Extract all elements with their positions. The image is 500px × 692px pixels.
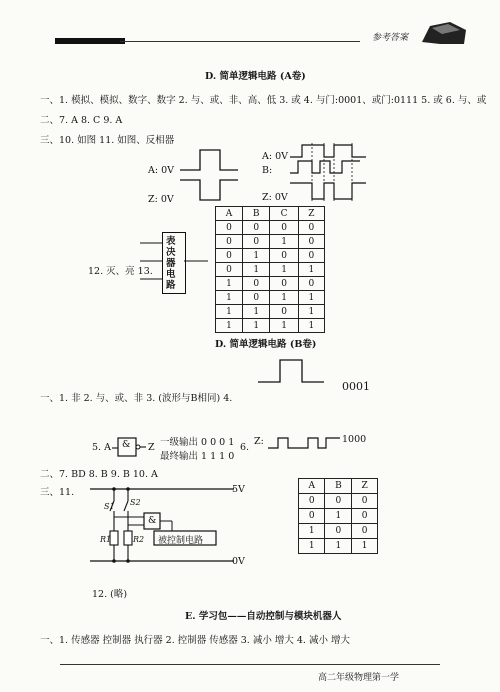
footer-text: 高二年级物理第一学 [318, 673, 400, 683]
wave-r-a-label: A: 0V [262, 151, 288, 162]
switch-s1: S1 [104, 502, 115, 511]
table-cell: 1 [298, 263, 324, 277]
table-cell: 0 [298, 221, 324, 235]
table-cell: 0 [270, 249, 298, 263]
answer-line: 一、1. 非 2. 与、或、非 3. (波形与B相同) 4. [40, 393, 233, 404]
table-cell: 1 [270, 263, 298, 277]
answer-line: 一、1. 模拟、模拟、数字、数字 2. 与、或、非、高、低 3. 或 4. 与门:0001、或门:0111 5. 或 6. 与、或 [40, 95, 487, 106]
table-row [216, 277, 325, 291]
table-cell: 0 [242, 277, 269, 291]
answer-line: 三、10. 如图 11. 如图、反相器 [40, 135, 175, 146]
wave-r-b-label: B: [262, 165, 273, 176]
voltage-0v: 0V [232, 556, 245, 567]
q5-output-2: 最终输出 1 1 1 0 [160, 451, 235, 462]
table-cell: 1 [242, 249, 269, 263]
waveform-q6 [268, 432, 343, 452]
table-cell: 1 [216, 319, 243, 333]
table-header-cell: B [242, 207, 269, 221]
table-row [299, 494, 378, 509]
answer-line: 二、7. A 8. C 9. A [40, 115, 123, 126]
decision-box-label: 表决器电路 [166, 236, 176, 291]
table-cell: 0 [299, 509, 325, 524]
table-cell: 0 [325, 524, 352, 539]
footer-rule [60, 664, 440, 665]
answer-line: 12. (略) [92, 589, 128, 600]
section-title-e: E. 学习包——自动控制与模块机器人 [185, 611, 342, 622]
circuit-gate-symbol: & [148, 515, 157, 526]
table-header-cell: A [299, 479, 325, 494]
table-header-cell: Z [352, 479, 378, 494]
table-cell: 0 [242, 235, 269, 249]
wave-r-z-label: Z: 0V [262, 192, 288, 203]
book-logo-icon [420, 18, 470, 46]
table-cell: 0 [242, 221, 269, 235]
table-header-cell: Z [298, 207, 324, 221]
table-cell: 1 [325, 539, 352, 554]
answer-line: 三、11. [40, 487, 75, 498]
table-cell: 1 [270, 235, 298, 249]
table-cell: 0 [216, 263, 243, 277]
switch-s2: S2 [130, 498, 141, 507]
q5-prefix: 5. A [92, 442, 111, 453]
table-cell: 0 [325, 494, 352, 509]
table-cell: 0 [216, 249, 243, 263]
q5-z: Z [148, 442, 155, 453]
table-cell: 1 [270, 291, 298, 305]
resistor-r1: R1 [100, 535, 112, 544]
q6-z: Z: [254, 436, 264, 447]
table-cell: 1 [216, 277, 243, 291]
table-cell: 0 [270, 305, 298, 319]
table-cell: 0 [298, 277, 324, 291]
wave-z-label: Z: 0V [148, 194, 174, 205]
table-cell: 1 [298, 291, 324, 305]
header-bar [55, 38, 125, 44]
section-title-b: D. 简单逻辑电路 (B卷) [215, 339, 317, 350]
q5-output-1: 一级输出 0 0 0 1 [160, 437, 235, 448]
table-header-cell: C [270, 207, 298, 221]
q6-value: 1000 [342, 434, 367, 445]
table-row [216, 249, 325, 263]
resistor-r2: R2 [133, 535, 145, 544]
waveform-right [290, 143, 380, 205]
table-header-cell: A [216, 207, 243, 221]
table-row [299, 524, 378, 539]
table-row [299, 539, 378, 554]
table-cell: 1 [299, 524, 325, 539]
table-cell: 1 [299, 539, 325, 554]
table-cell: 0 [352, 494, 378, 509]
table-cell: 1 [352, 539, 378, 554]
table-cell: 0 [352, 509, 378, 524]
section-title-a: D. 简单逻辑电路 (A卷) [205, 71, 306, 82]
q6-label: 6. [240, 442, 250, 453]
answer-line: 一、1. 传感器 控制器 执行器 2. 控制器 传感器 3. 减小 增大 4. 减小 增大 [40, 635, 350, 646]
table-row [216, 291, 325, 305]
table-cell: 1 [242, 319, 269, 333]
table-cell: 0 [352, 524, 378, 539]
waveform-q4 [258, 358, 328, 402]
answer-line: 二、7. BD 8. B 9. B 10. A [40, 469, 158, 480]
voltage-5v: 5V [232, 484, 245, 495]
table-cell: 1 [298, 319, 324, 333]
controlled-circuit-label: 被控制电路 [158, 536, 204, 546]
table-cell: 1 [216, 305, 243, 319]
and-gate-icon [112, 436, 152, 458]
table-cell: 1 [325, 509, 352, 524]
table-row [216, 221, 325, 235]
table-row [216, 235, 325, 249]
table-row [216, 305, 325, 319]
truth-table-abc [215, 206, 325, 333]
table-cell: 1 [298, 305, 324, 319]
table-cell: 0 [216, 221, 243, 235]
table-cell: 0 [242, 291, 269, 305]
answer-line: 12. 灭、亮 13. [88, 266, 153, 277]
table-row [299, 509, 378, 524]
table-cell: 0 [270, 277, 298, 291]
table-cell: 1 [242, 305, 269, 319]
waveform-left [180, 148, 240, 208]
header-label: 参考答案 [372, 33, 409, 43]
table-cell: 1 [242, 263, 269, 277]
table-cell: 0 [216, 235, 243, 249]
control-circuit [88, 485, 238, 577]
truth-table-ab [298, 478, 378, 554]
table-cell: 1 [270, 319, 298, 333]
table-cell: 0 [298, 249, 324, 263]
header-rule [120, 41, 360, 42]
table-cell: 1 [216, 291, 243, 305]
q4-value: 0001 [342, 380, 370, 393]
gate-symbol: & [122, 439, 131, 450]
table-cell: 0 [270, 221, 298, 235]
table-header-cell: B [325, 479, 352, 494]
table-cell: 0 [298, 235, 324, 249]
table-row [216, 263, 325, 277]
table-row [216, 319, 325, 333]
table-cell: 0 [299, 494, 325, 509]
wave-a-label: A: 0V [148, 165, 174, 176]
